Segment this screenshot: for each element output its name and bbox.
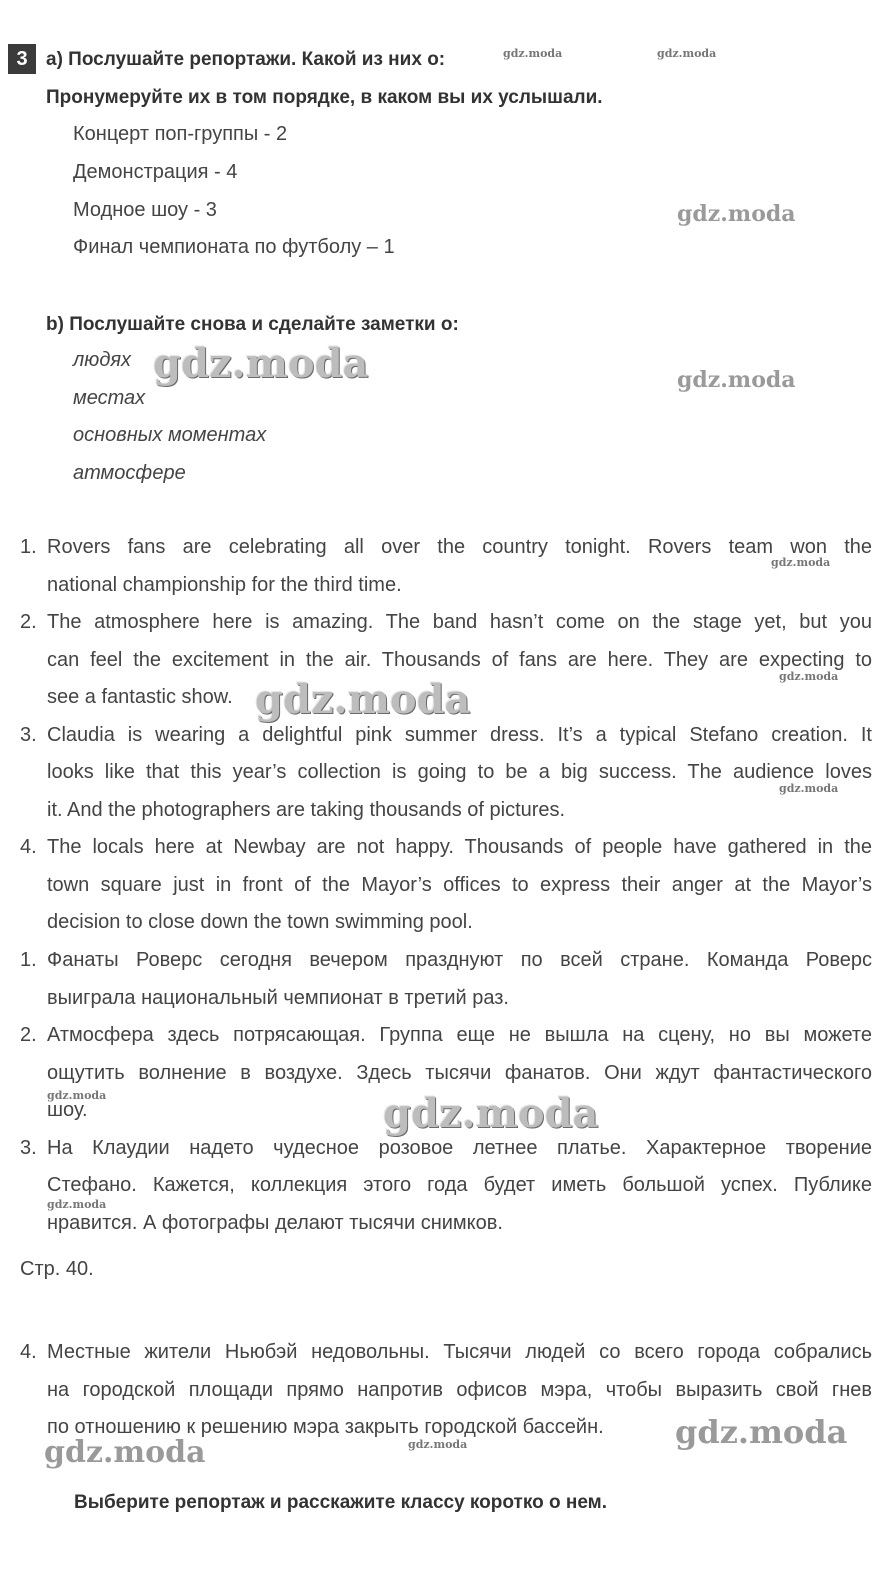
paragraph-number: 2. <box>20 611 37 633</box>
task-a-instruction: Пронумеруйте их в том порядке, в каком вы их услышали. <box>46 87 603 108</box>
note-item: атмосфере <box>73 462 186 484</box>
watermark: gdz.moda <box>677 367 796 393</box>
line-text: выиграла национальный чемпионат в третий раз. <box>47 986 509 1009</box>
line-text: по отношению к решению мэра закрыть городской бассейн. <box>47 1416 604 1438</box>
paragraph-number: 3. <box>20 723 37 746</box>
watermark: gdz.moda <box>503 47 563 60</box>
paragraph-line <box>20 829 872 867</box>
watermark: gdz.moda <box>779 782 839 795</box>
line-text: нравится. А фотографы делают тысячи снимков. <box>47 1211 503 1234</box>
paragraph-number: 4. <box>20 1341 37 1363</box>
paragraph-line <box>20 754 872 792</box>
watermark: gdz.moda <box>47 1198 107 1211</box>
watermark: gdz.moda <box>771 556 831 569</box>
topic-item: Концерт поп-группы - 2 <box>73 123 288 145</box>
line-text: Стефано. Кажется, коллекция этого года будет иметь большой успех. Публике <box>47 1174 872 1196</box>
paragraph-line <box>20 1017 872 1055</box>
line-text: Местные жители Ньюбэй недовольны. Тысячи людей со всего города собрались <box>47 1341 872 1363</box>
line-text: The atmosphere here is amazing. The band hasn’t come on the stage yet, but you <box>47 611 872 633</box>
watermark: gdz.moda <box>675 1413 848 1451</box>
line-text: The locals here at Newbay are not happy. Thousands of people have gathered in the <box>47 836 872 858</box>
note-item: местах <box>73 387 146 409</box>
paragraph-line <box>20 980 872 1018</box>
page-reference: Стр. 40. <box>20 1258 94 1280</box>
topic-item: Финал чемпионата по футболу – 1 <box>73 236 395 258</box>
line-text: Claudia is wearing a delightful pink summer dress. It’s a typical Stefano creation. It <box>47 723 872 746</box>
line-text: Rovers fans are celebrating all over the country tonight. Rovers team won the <box>47 536 872 558</box>
line-text: it. And the photographers are taking thousands of pictures. <box>47 798 566 821</box>
line-text: can feel the excitement in the air. Thousands of fans are here. They are expecting to <box>47 648 872 671</box>
paragraph-line <box>20 604 872 642</box>
task-b-heading: b) Послушайте снова и сделайте заметки о: <box>46 314 459 335</box>
paragraph-line <box>20 1372 872 1410</box>
line-text: Фанаты Роверс сегодня вечером празднуют по всей стране. Команда Роверс <box>47 949 872 971</box>
paragraph-number: 3. <box>20 1136 37 1159</box>
task-a-heading: a) Послушайте репортажи. Какой из них о: <box>46 49 446 70</box>
watermark: gdz.moda <box>779 670 839 683</box>
line-text: town square just in front of the Mayor’s offices to express their anger at the Mayor’s <box>47 873 872 896</box>
paragraph-number: 4. <box>20 836 37 858</box>
watermark: gdz.moda <box>153 340 369 387</box>
english-transcripts <box>20 529 872 942</box>
paragraph-line <box>20 904 872 942</box>
watermark: gdz.moda <box>255 676 471 723</box>
topic-item: Демонстрация - 4 <box>73 161 238 183</box>
final-task: Выберите репортаж и расскажите классу коротко о нем. <box>74 1492 607 1513</box>
line-text: decision to close down the town swimming pool. <box>47 911 473 933</box>
exercise-number: 3 <box>8 44 36 74</box>
line-text: see a fantastic show. <box>47 686 233 708</box>
paragraph-line <box>20 792 872 830</box>
line-text: Атмосфера здесь потрясающая. Группа еще не вышла на сцену, но вы можете <box>47 1024 872 1046</box>
watermark: gdz.moda <box>677 201 796 227</box>
paragraph-number: 2. <box>20 1024 37 1046</box>
line-text: looks like that this year’s collection is going to be a big success. The audience loves <box>47 761 872 783</box>
note-item: основных моментах <box>73 424 267 446</box>
paragraph-number: 1. <box>20 536 37 558</box>
watermark: gdz.moda <box>44 1435 206 1470</box>
paragraph-line <box>20 942 872 980</box>
watermark: gdz.moda <box>383 1090 599 1137</box>
paragraph-number: 1. <box>20 949 37 971</box>
paragraph-line <box>20 867 872 905</box>
line-text: шоу. <box>47 1099 88 1121</box>
watermark: gdz.moda <box>657 47 717 60</box>
paragraph-line <box>20 567 872 605</box>
paragraph-line <box>20 1334 872 1372</box>
line-text: На Клаудии надето чудесное розовое летнее платье. Характерное творение <box>47 1136 872 1159</box>
watermark: gdz.moda <box>408 1438 468 1451</box>
line-text: ощутить волнение в воздухе. Здесь тысячи фанатов. Они ждут фантастического <box>47 1061 872 1084</box>
topic-item: Модное шоу - 3 <box>73 199 217 221</box>
paragraph-line <box>20 529 872 567</box>
line-text: на городской площади прямо напротив офисов мэра, чтобы выразить свой гнев <box>47 1378 872 1401</box>
paragraph-line <box>20 1205 872 1243</box>
paragraph-line <box>20 642 872 680</box>
note-item: людях <box>73 349 132 371</box>
paragraph-line <box>20 1055 872 1093</box>
paragraph-line <box>20 1167 872 1205</box>
watermark: gdz.moda <box>47 1089 107 1102</box>
line-text: national championship for the third time. <box>47 573 402 596</box>
